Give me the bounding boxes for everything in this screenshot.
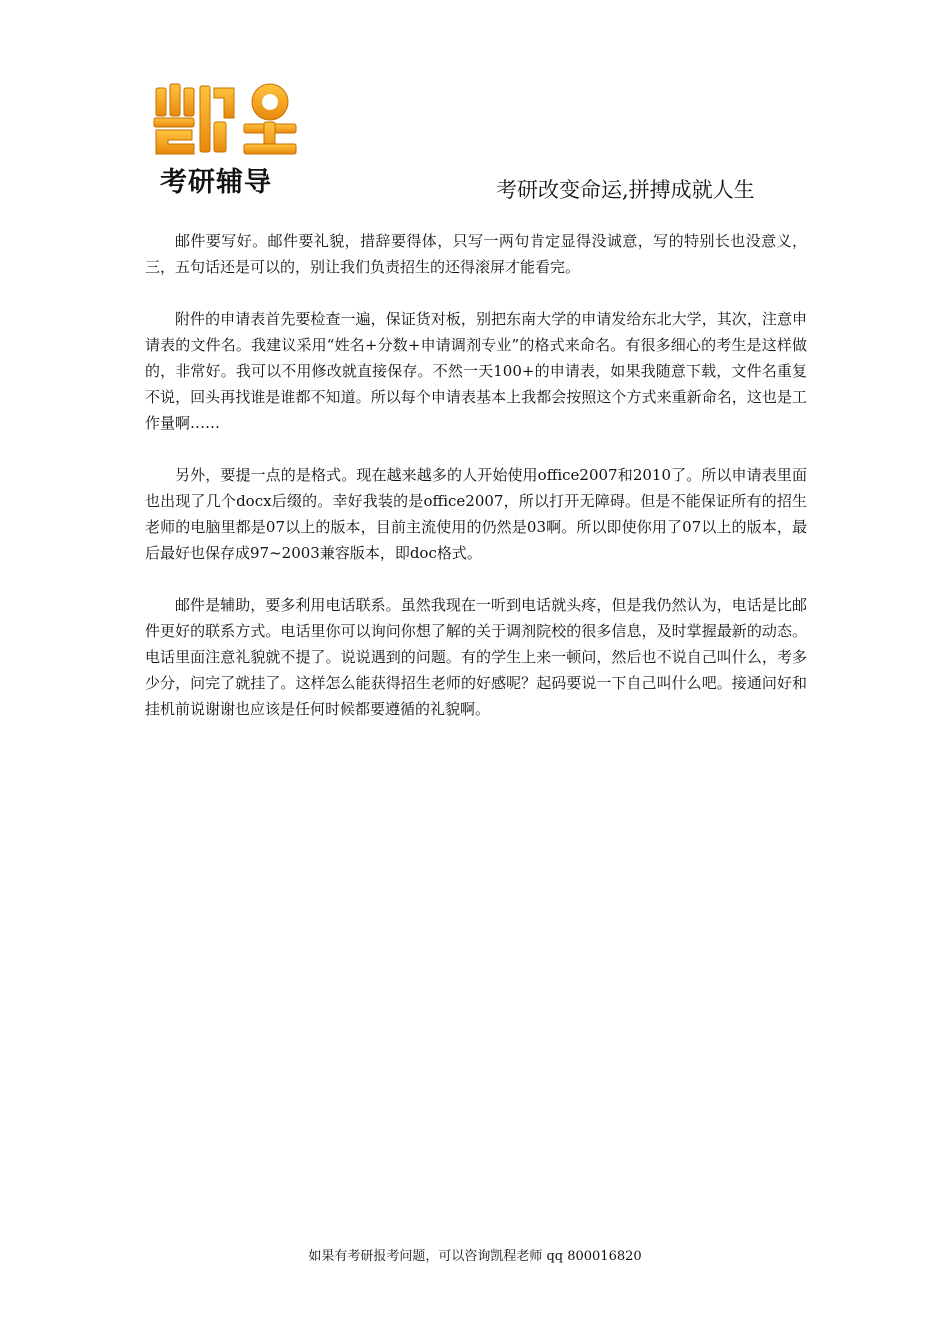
- paragraph: [145, 228, 807, 280]
- kaicheng-logo-icon: [150, 78, 300, 158]
- paragraph: [145, 462, 807, 566]
- paragraph-text: 邮件是辅助，要多利用电话联系。虽然我现在一听到电话就头疼，但是我仍然认为，电话是比邮件更好的联系方式。电话里你可以询问你想了解的关于调剂院校的很多信息，及时掌握最新的动态。电话里面注意礼貌就不提了。说说遇到的问题。有的学生上来一顿问，然后也不说自己叫什么，考多少分，问完了就挂了。这样怎么能获得招生老师的好感呢？起码要说一下自己叫什么吧。接通问好和挂机前说谢谢也应该是任何时候都要遵循的礼貌啊。: [145, 596, 807, 718]
- paragraph: [145, 592, 807, 722]
- paragraph-text: 附件的申请表首先要检查一遍，保证货对板，别把东南大学的申请发给东北大学，其次，注意申请表的文件名。我建议采用“姓名+分数+申请调剂专业”的格式来命名。有很多细心的考生是这样做的，非常好。我可以不用修改就直接保存。不然一天100+的申请表，如果我随意下载，文件名重复不说，回头再找谁是谁都不知道。所以每个申请表基本上我都会按照这个方式来重新命名，这也是工作量啊……: [145, 310, 807, 432]
- article-body: [145, 228, 807, 748]
- paragraph-text: 邮件要写好。邮件要礼貌，措辞要得体，只写一两句肯定显得没诚意，写的特别长也没意义，三，五句话还是可以的，别让我们负责招生的还得滚屏才能看完。: [145, 232, 807, 276]
- paragraph-text: 另外，要提一点的是格式。现在越来越多的人开始使用office2007和2010了。所以申请表里面也出现了几个docx后缀的。幸好我装的是office2007，所以打开无障碍。但是不能保证所有的招生老师的电脑里都是07以上的版本，目前主流使用的仍然是03啊。所以即使你用了07以上的版本，最后最好也保存成97~2003兼容版本，即doc格式。: [145, 466, 807, 562]
- logo-subtitle: 考研辅导: [160, 167, 272, 198]
- paragraph: [145, 306, 807, 436]
- header-slogan: 考研改变命运,拼搏成就人生: [496, 178, 755, 202]
- company-logo: [150, 78, 310, 198]
- page-footer: 如果有考研报考问题，可以咨询凯程老师 qq 800016820: [308, 1249, 642, 1264]
